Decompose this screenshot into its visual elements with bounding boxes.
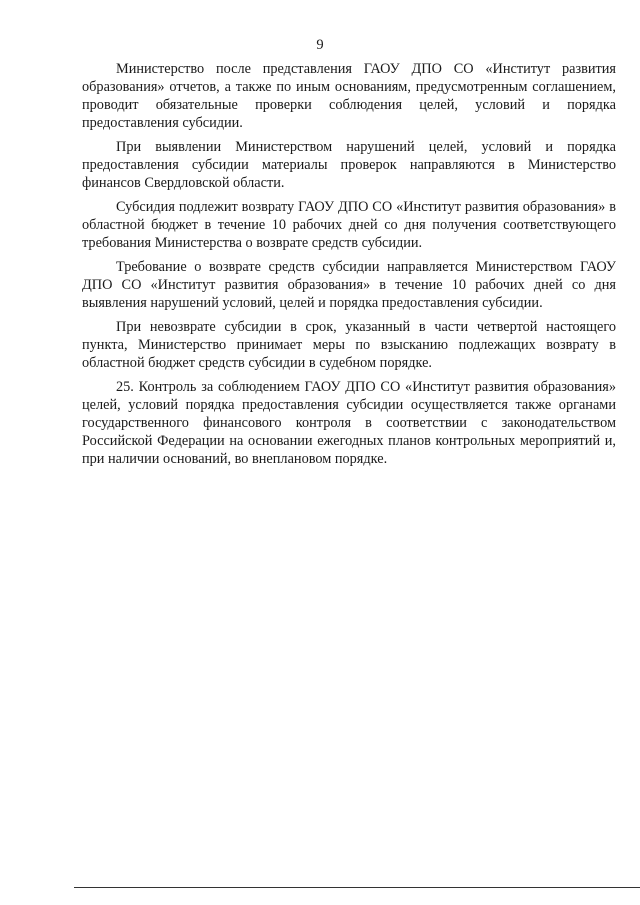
paragraph-inspections: Министерство после представления ГАОУ ДПО СО «Институт развития образования» отчетов, а также по иным основаниям, предусмотренным соглашением, проводит обязательные проверки соблюдения целей, условий и порядка предоставления субсидии. — [82, 61, 616, 131]
paragraph-refund-deadline: Субсидия подлежит возврату ГАОУ ДПО СО «Институт развития образования» в областной бюджет в течение 10 рабочих дней со дня получения соответствующего требования Министерства о возврате средств субсидии. — [82, 199, 616, 251]
paragraph-court-recovery: При невозврате субсидии в срок, указанный в части четвертой настоящего пункта, Министерство принимает меры по взысканию подлежащих возврату в областной бюджет средств субсидии в судебном порядке. — [82, 319, 616, 371]
paragraph-item-25-control: 25. Контроль за соблюдением ГАОУ ДПО СО «Институт развития образования» целей, условий порядка предоставления субсидии осуществляется также органами государственного финансового контроля в соответствии с законодательством Российской Федерации на основании ежегодных планов контрольных мероприятий и, при наличии оснований, во внеплановом порядке. — [82, 379, 616, 467]
page-number: 9 — [316, 37, 324, 53]
paragraph-refund-demand: Требование о возврате средств субсидии направляется Министерством ГАОУ ДПО СО «Институт развития образования» в течение 10 рабочих дней со дня выявления нарушений условий, целей и порядка предоставления субсидии. — [82, 259, 616, 311]
document-body — [82, 60, 616, 474]
paragraph-violations: При выявлении Министерством нарушений целей, условий и порядка предоставления субсидии материалы проверок направляются в Министерство финансов Свердловской области. — [82, 139, 616, 191]
footer-rule — [74, 887, 640, 888]
